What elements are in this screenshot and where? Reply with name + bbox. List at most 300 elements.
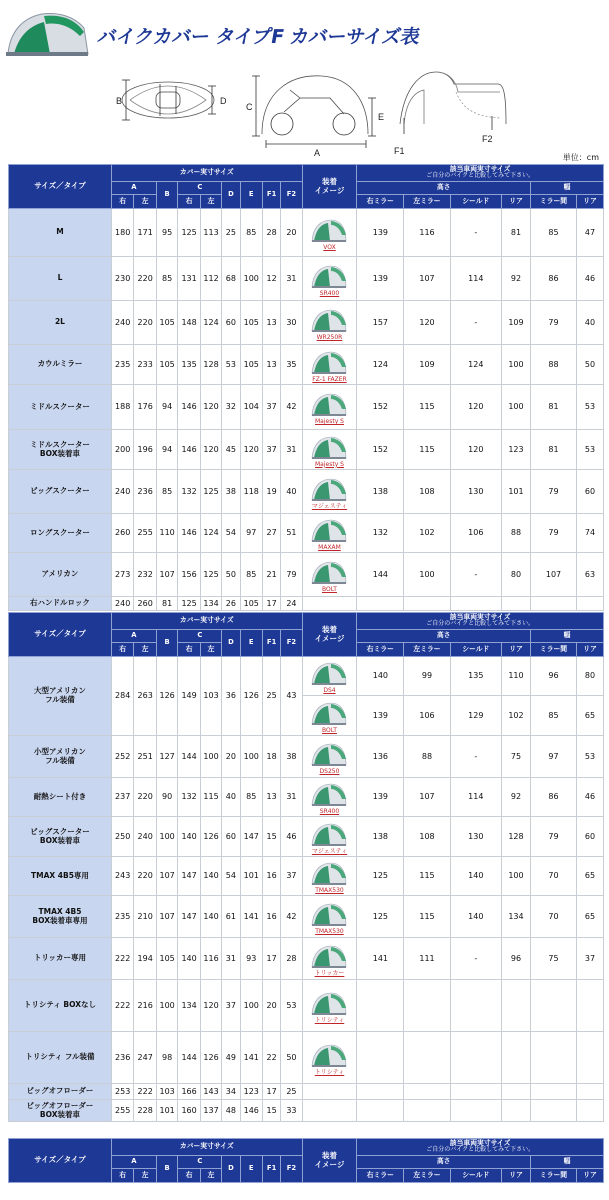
vehicle-value: 80 (502, 553, 531, 597)
header-A-right: 右 (111, 643, 134, 657)
header-C-left: 左 (200, 195, 221, 209)
vehicle-value: 79 (530, 301, 576, 345)
header-C-right: 右 (178, 195, 201, 209)
bike-cover-thumbnail-icon (309, 988, 349, 1018)
header-shield: シールド (450, 195, 501, 209)
cover-value: 160 (178, 1100, 201, 1122)
vehicle-value: 53 (577, 385, 604, 430)
vehicle-value: 106 (450, 514, 501, 553)
row-label: 耐熱シート付き (9, 778, 112, 817)
header-C: C (178, 630, 222, 643)
cover-value: 240 (111, 470, 134, 514)
header-width: 幅 (530, 630, 603, 643)
cover-value: 171 (134, 209, 157, 257)
cover-value: 105 (156, 938, 177, 980)
cover-value: 28 (281, 938, 302, 980)
cover-value: 125 (200, 553, 221, 597)
cover-value: 200 (111, 430, 134, 470)
cover-value: 260 (111, 514, 134, 553)
cover-value: 13 (263, 301, 281, 345)
cover-value: 105 (156, 345, 177, 385)
cover-value: 20 (281, 209, 302, 257)
header-mirror-between: ミラー間 (530, 643, 576, 657)
vehicle-value: 65 (577, 857, 604, 896)
cover-value: 144 (178, 736, 201, 778)
image-cell (302, 817, 357, 857)
table-row (9, 301, 604, 345)
table-row (9, 385, 604, 430)
vehicle-value: 75 (530, 938, 576, 980)
header-rear: リア (502, 1169, 531, 1183)
cover-value: 12 (263, 257, 281, 301)
vehicle-value: 152 (357, 385, 404, 430)
vehicle-value (530, 597, 576, 611)
label-F2: F2 (482, 134, 493, 144)
table-row (9, 896, 604, 938)
cover-value: 51 (281, 514, 302, 553)
cover-value: 236 (134, 470, 157, 514)
cover-value: 43 (281, 657, 302, 736)
vehicle-value: 100 (502, 345, 531, 385)
cover-value: 126 (200, 817, 221, 857)
cover-value: 85 (156, 470, 177, 514)
cover-value: 105 (156, 301, 177, 345)
vehicle-value: 109 (502, 301, 531, 345)
vehicle-value: 115 (404, 896, 450, 938)
vehicle-value: 139 (357, 257, 404, 301)
table-row (9, 345, 604, 385)
cover-value: 17 (263, 597, 281, 611)
cover-value: 13 (263, 778, 281, 817)
vehicle-value: 96 (502, 938, 531, 980)
vehicle-value: 65 (577, 696, 604, 736)
model-link[interactable]: マジェスティ (311, 847, 348, 855)
cover-value: 222 (111, 980, 134, 1032)
header-shield: シールド (450, 1169, 501, 1183)
vehicle-value (530, 1100, 576, 1122)
row-label: 2L (9, 301, 112, 345)
cover-value: 110 (156, 514, 177, 553)
vehicle-value: 144 (357, 553, 404, 597)
model-link[interactable]: VOX (323, 243, 336, 251)
header-shield: シールド (450, 643, 501, 657)
cover-value: 128 (200, 345, 221, 385)
header-A-left: 左 (134, 643, 157, 657)
vehicle-value (450, 1032, 501, 1084)
cover-value: 140 (178, 938, 201, 980)
header-B: B (156, 182, 177, 209)
vehicle-value: 79 (530, 817, 576, 857)
cover-value: 146 (178, 385, 201, 430)
size-table-2 (8, 612, 604, 1122)
model-link[interactable]: SR400 (319, 289, 340, 297)
cover-value: 34 (222, 1084, 240, 1100)
vehicle-value (357, 980, 404, 1032)
vehicle-value: 46 (577, 257, 604, 301)
vehicle-value: 50 (577, 345, 604, 385)
cover-value: 60 (222, 817, 240, 857)
size-table-1 (8, 164, 604, 611)
bike-cover-thumbnail-icon (309, 305, 349, 335)
row-label: 大型アメリカン フル装備 (9, 657, 112, 736)
cover-value: 103 (156, 1084, 177, 1100)
vehicle-value: 96 (530, 657, 576, 696)
vehicle-value: 135 (450, 657, 501, 696)
cover-value: 220 (134, 778, 157, 817)
header-mirror-between: ミラー間 (530, 195, 576, 209)
vehicle-value (450, 1084, 501, 1100)
vehicle-value: 97 (530, 736, 576, 778)
cover-value: 147 (178, 896, 201, 938)
cover-value: 210 (134, 896, 157, 938)
cover-value: 81 (156, 597, 177, 611)
header-A: A (111, 182, 156, 195)
vehicle-value (404, 1032, 450, 1084)
cover-value: 85 (240, 553, 263, 597)
cover-value: 13 (263, 345, 281, 385)
vehicle-value (450, 1100, 501, 1122)
model-link[interactable]: トリシティ (314, 1016, 345, 1024)
row-label: 右ハンドルロック (9, 597, 112, 611)
vehicle-value: 139 (357, 778, 404, 817)
header-height: 高さ (357, 630, 531, 643)
vehicle-value (357, 1100, 404, 1122)
model-link[interactable]: FZ-1 FAZER (312, 375, 347, 383)
bike-cover-thumbnail-icon (309, 779, 349, 809)
header-left-mirror: 左ミラー (404, 643, 450, 657)
model-link[interactable]: Majesty S (315, 418, 344, 425)
vehicle-value: 132 (357, 514, 404, 553)
cover-value: 118 (240, 470, 263, 514)
vehicle-value: 60 (577, 817, 604, 857)
header-size-type: サイズ／タイプ (9, 165, 112, 209)
model-link[interactable]: マジェスティ (311, 502, 348, 510)
cover-value: 132 (178, 470, 201, 514)
cover-value: 32 (222, 385, 240, 430)
cover-value: 16 (263, 857, 281, 896)
model-link[interactable]: SR400 (319, 808, 340, 815)
cover-value: 141 (240, 896, 263, 938)
image-cell (302, 1032, 357, 1084)
cover-value: 98 (156, 1032, 177, 1084)
table-row (9, 514, 604, 553)
cover-value: 222 (134, 1084, 157, 1100)
cover-value: 85 (240, 209, 263, 257)
vehicle-value (530, 980, 576, 1032)
vehicle-value (502, 980, 531, 1032)
vehicle-value: 101 (502, 470, 531, 514)
cover-value: 42 (281, 896, 302, 938)
vehicle-value: 130 (450, 470, 501, 514)
cover-value: 124 (200, 301, 221, 345)
model-link[interactable]: BOLT (322, 585, 337, 593)
vehicle-value (404, 597, 450, 611)
cover-value: 273 (111, 553, 134, 597)
header-A: A (111, 630, 156, 643)
cover-value: 144 (178, 1032, 201, 1084)
header-rear: リア (502, 195, 531, 209)
cover-value: 135 (178, 345, 201, 385)
cover-value: 28 (263, 209, 281, 257)
cover-value: 31 (281, 778, 302, 817)
cover-value: 42 (281, 385, 302, 430)
header-B: B (156, 630, 177, 657)
cover-value: 247 (134, 1032, 157, 1084)
cover-value: 255 (111, 1100, 134, 1122)
vehicle-value: 102 (502, 696, 531, 736)
cover-value: 243 (111, 857, 134, 896)
cover-value: 54 (222, 514, 240, 553)
image-cell (302, 345, 357, 385)
cover-value: 236 (111, 1032, 134, 1084)
vehicle-value: 47 (577, 209, 604, 257)
vehicle-value: 100 (502, 385, 531, 430)
cover-value: 146 (178, 430, 201, 470)
header-height: 高さ (357, 182, 531, 195)
row-label: カウルミラー (9, 345, 112, 385)
vehicle-value: 130 (450, 817, 501, 857)
cover-value: 49 (222, 1032, 240, 1084)
header-E: E (240, 630, 263, 657)
cover-value: 15 (263, 1100, 281, 1122)
vehicle-value: 141 (357, 938, 404, 980)
header-A-left: 左 (134, 195, 157, 209)
header-width: 幅 (530, 1156, 603, 1169)
cover-value: 15 (263, 817, 281, 857)
image-cell (302, 736, 357, 778)
cover-value: 147 (240, 817, 263, 857)
cover-value: 156 (178, 553, 201, 597)
vehicle-value: 86 (530, 778, 576, 817)
cover-value: 94 (156, 385, 177, 430)
cover-value: 100 (200, 736, 221, 778)
cover-value: 40 (281, 470, 302, 514)
bike-cover-thumbnail-icon (309, 658, 349, 688)
header-rear: リア (502, 643, 531, 657)
header-B: B (156, 1156, 177, 1183)
vehicle-value: 92 (502, 778, 531, 817)
header-size-type: サイズ／タイプ (9, 1139, 112, 1183)
header-row (9, 1139, 604, 1156)
cover-value: 100 (156, 980, 177, 1032)
cover-value: 95 (156, 209, 177, 257)
model-link[interactable]: BOLT (322, 726, 337, 734)
vehicle-value: 81 (502, 209, 531, 257)
page-title: バイクカバー タイプF カバーサイズ表 (95, 26, 422, 48)
vehicle-value: 124 (450, 345, 501, 385)
image-cell (302, 980, 357, 1032)
bike-cover-thumbnail-icon (309, 1040, 349, 1070)
header-image: 装着 イメージ (302, 1139, 357, 1183)
cover-value: 252 (111, 736, 134, 778)
image-cell (302, 1100, 357, 1122)
header-left-mirror: 左ミラー (404, 1169, 450, 1183)
cover-value: 260 (134, 597, 157, 611)
header-E: E (240, 182, 263, 209)
row-label: ビッグスクーター BOX装着車 (9, 817, 112, 857)
table-row (9, 657, 604, 696)
cover-value: 233 (134, 345, 157, 385)
vehicle-value: 124 (357, 345, 404, 385)
cover-value: 22 (263, 1032, 281, 1084)
model-link[interactable]: WR250R (316, 333, 343, 341)
vehicle-value: 88 (530, 345, 576, 385)
vehicle-value (577, 1032, 604, 1084)
vehicle-value: 88 (404, 736, 450, 778)
cover-value: 46 (281, 817, 302, 857)
cover-value: 176 (134, 385, 157, 430)
image-cell (302, 257, 357, 301)
cover-value: 251 (134, 736, 157, 778)
row-label: アメリカン (9, 553, 112, 597)
bike-cover-thumbnail-icon (309, 739, 349, 769)
table-row (9, 470, 604, 514)
vehicle-value: 140 (357, 657, 404, 696)
cover-value: 235 (111, 345, 134, 385)
vehicle-value: 107 (404, 257, 450, 301)
label-B: B (116, 96, 123, 106)
vehicle-value: 128 (502, 817, 531, 857)
model-link[interactable]: トリシティ (314, 1068, 345, 1076)
row-label: TMAX 4B5 BOX装着車専用 (9, 896, 112, 938)
vehicle-value: 85 (530, 209, 576, 257)
vehicle-value: 129 (450, 696, 501, 736)
vehicle-value (404, 1100, 450, 1122)
cover-value: 149 (178, 657, 201, 736)
vehicle-value: 138 (357, 470, 404, 514)
cover-value: 85 (240, 778, 263, 817)
cover-value: 143 (200, 1084, 221, 1100)
cover-value: 37 (281, 857, 302, 896)
cover-value: 126 (200, 1032, 221, 1084)
cover-value: 54 (222, 857, 240, 896)
header-cover-size: カバー実寸サイズ (111, 613, 302, 630)
cover-value: 120 (240, 430, 263, 470)
bike-cover-thumbnail-icon (309, 261, 349, 291)
vehicle-value (404, 1084, 450, 1100)
vehicle-value: 136 (357, 736, 404, 778)
cover-value: 127 (156, 736, 177, 778)
size-table-3-header (8, 1138, 604, 1183)
header-right-mirror: 右ミラー (357, 1169, 404, 1183)
cover-value: 53 (281, 980, 302, 1032)
vehicle-value: 115 (404, 857, 450, 896)
header-C-right: 右 (178, 1169, 201, 1183)
cover-value: 105 (240, 597, 263, 611)
vehicle-value: - (450, 938, 501, 980)
cover-value: 125 (178, 209, 201, 257)
cover-value: 137 (200, 1100, 221, 1122)
header-height: 高さ (357, 1156, 531, 1169)
cover-value: 180 (111, 209, 134, 257)
cover-value: 101 (240, 857, 263, 896)
vehicle-value: 88 (502, 514, 531, 553)
table-row (9, 1032, 604, 1084)
cover-value: 100 (240, 980, 263, 1032)
vehicle-value: 152 (357, 430, 404, 470)
cover-value: 90 (156, 778, 177, 817)
header-E: E (240, 1156, 263, 1183)
cover-value: 101 (156, 1100, 177, 1122)
vehicle-value: 70 (530, 857, 576, 896)
cover-value: 97 (240, 514, 263, 553)
bike-cover-thumbnail-icon (309, 474, 349, 504)
model-link[interactable]: MAXAM (318, 544, 341, 551)
header-cover-size: カバー実寸サイズ (111, 1139, 302, 1156)
table-row (9, 597, 604, 611)
cover-value: 17 (263, 1084, 281, 1100)
vehicle-value: 114 (450, 778, 501, 817)
size-diagram (0, 62, 609, 162)
model-link[interactable]: トリッカー (314, 969, 345, 977)
vehicle-value (357, 597, 404, 611)
vehicle-value (357, 1032, 404, 1084)
bike-cover-logo-icon (4, 4, 90, 60)
vehicle-value: 63 (577, 553, 604, 597)
image-cell (302, 597, 357, 611)
vehicle-value (530, 1032, 576, 1084)
cover-value: 16 (263, 896, 281, 938)
cover-value: 263 (134, 657, 157, 736)
header-A-right: 右 (111, 1169, 134, 1183)
vehicle-value: 80 (577, 657, 604, 696)
vehicle-value: 115 (404, 385, 450, 430)
header-C: C (178, 1156, 222, 1169)
cover-value: 228 (134, 1100, 157, 1122)
vehicle-size-subtitle: ご自分のバイクと比較してみて下さい。 (426, 1146, 535, 1154)
vehicle-value: 125 (357, 896, 404, 938)
vehicle-value: - (450, 736, 501, 778)
header-rear-width: リア (577, 1169, 604, 1183)
table-row (9, 817, 604, 857)
label-C: C (246, 102, 253, 112)
image-cell (302, 938, 357, 980)
table-row (9, 257, 604, 301)
table-row (9, 1084, 604, 1100)
vehicle-value (502, 1084, 531, 1100)
model-link[interactable]: Majesty S (315, 460, 344, 468)
cover-value: 93 (240, 938, 263, 980)
row-label: 小型アメリカン フル装備 (9, 736, 112, 778)
header-D: D (222, 182, 240, 209)
cover-value: 240 (111, 597, 134, 611)
cover-value: 235 (111, 896, 134, 938)
header-A-right: 右 (111, 195, 134, 209)
cover-value: 220 (134, 301, 157, 345)
vehicle-value: 46 (577, 778, 604, 817)
model-link[interactable]: TMAX530 (315, 887, 344, 894)
image-cell (302, 657, 357, 696)
cover-value: 60 (222, 301, 240, 345)
cover-value: 36 (222, 657, 240, 736)
model-link[interactable]: TMAX530 (315, 927, 344, 935)
vehicle-value: 85 (530, 696, 576, 736)
cover-value: 105 (240, 345, 263, 385)
vehicle-value (530, 1084, 576, 1100)
vehicle-size-title: 該当車両実寸サイズ (449, 1138, 511, 1147)
cover-value: 61 (222, 896, 240, 938)
cover-value: 131 (178, 257, 201, 301)
vehicle-value (502, 1100, 531, 1122)
cover-value: 147 (178, 857, 201, 896)
cover-value: 125 (178, 597, 201, 611)
bike-cover-thumbnail-icon (309, 698, 349, 728)
cover-value: 25 (222, 209, 240, 257)
cover-value: 148 (178, 301, 201, 345)
vehicle-value: - (450, 209, 501, 257)
model-link[interactable]: DS4 (323, 687, 336, 694)
model-link[interactable]: DS250 (319, 767, 340, 775)
